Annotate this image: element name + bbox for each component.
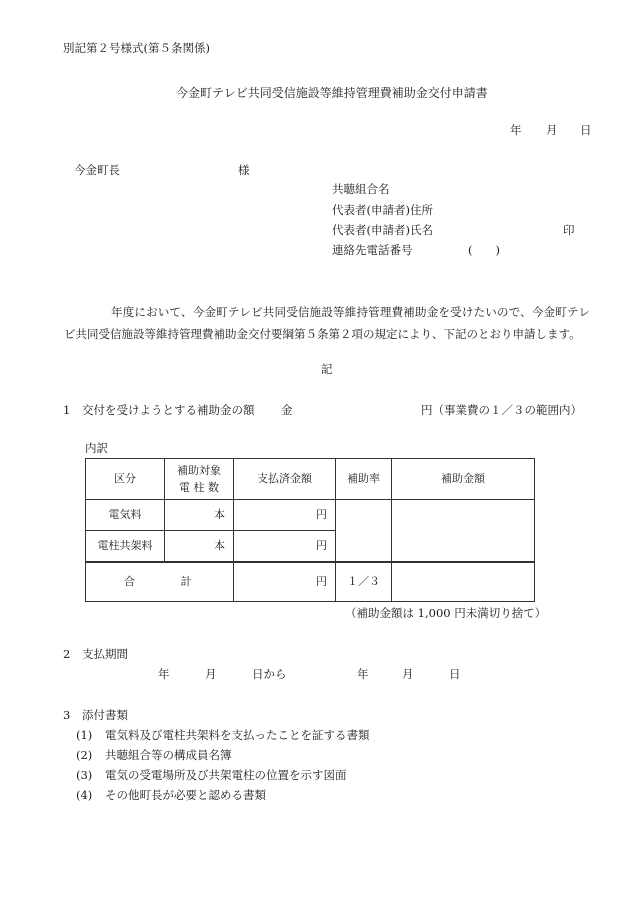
row-category: 電気料 xyxy=(86,500,165,531)
row-yen: 円 xyxy=(234,500,336,531)
header-poles-line2: 電 柱 数 xyxy=(179,481,219,494)
item2-label: 支払期間 xyxy=(82,647,128,661)
body-text: 年度において、今金町テレビ共同受信施設等維持管理費補助金を受けたいので、今金町テレビ共同受信施設等維持管理費補助金交付要綱第５条第２項の規定により、下記のとおり申請します。 xyxy=(64,305,590,341)
representative-name-label: 代表者(申請者)氏名 xyxy=(332,223,433,237)
header-rate: 補助率 xyxy=(336,459,392,500)
breakdown-table xyxy=(85,458,535,602)
period-end-day: 日 xyxy=(449,667,461,681)
header-amount: 補助金額 xyxy=(392,459,535,500)
doc-number: (4) xyxy=(76,788,93,802)
header-paid: 支払済金額 xyxy=(234,459,336,500)
total-label-2: 計 xyxy=(180,575,192,589)
doc-number: (1) xyxy=(76,728,93,742)
doc-text: 共聴組合等の構成員名簿 xyxy=(105,748,232,762)
breakdown-label: 内訳 xyxy=(85,441,108,455)
page-title: 今金町テレビ共同受信施設等維持管理費補助金交付申請書 xyxy=(176,86,488,100)
date-year: 年 xyxy=(510,123,522,137)
row-unit: 本 xyxy=(165,500,234,531)
item1-yen-note: 円（事業費の１／３の範囲内） xyxy=(421,403,582,417)
total-yen: 円 xyxy=(234,562,336,602)
group-name-label: 共聴組合名 xyxy=(332,182,390,196)
item2-number: 2 xyxy=(63,647,71,661)
doc-number: (3) xyxy=(76,768,93,782)
doc-text: 電気の受電場所及び共架電柱の位置を示す図面 xyxy=(105,768,347,782)
item1-label: 交付を受けようとする補助金の額 xyxy=(82,403,255,417)
table-row xyxy=(86,500,535,531)
seal-label: 印 xyxy=(563,223,575,237)
row-category: 電柱共架料 xyxy=(86,531,165,563)
period-end-month: 月 xyxy=(402,667,414,681)
representative-address-label: 代表者(申請者)住所 xyxy=(332,203,433,217)
period-start-month: 月 xyxy=(205,667,217,681)
item1-kin: 金 xyxy=(281,403,293,417)
row-yen: 円 xyxy=(234,531,336,563)
phone-label: 連絡先電話番号 xyxy=(332,243,413,257)
period-start-day: 日から xyxy=(252,667,287,681)
addressee-name: 今金町長 xyxy=(74,163,120,177)
amount-cell-empty xyxy=(392,500,535,563)
total-rate: １／３ xyxy=(336,562,392,602)
header-poles-line1: 補助対象 xyxy=(177,463,221,477)
period-end-year: 年 xyxy=(357,667,369,681)
form-label: 別記第２号様式(第５条関係) xyxy=(63,41,210,55)
date-day: 日 xyxy=(580,123,592,137)
addressee-honorific: 様 xyxy=(238,163,250,177)
rounding-note: （補助金額は 1,000 円未満切り捨て） xyxy=(345,606,547,620)
header-category: 区分 xyxy=(86,459,165,500)
row-unit: 本 xyxy=(165,531,234,563)
date-month: 月 xyxy=(546,123,558,137)
ki-label: 記 xyxy=(321,362,333,376)
table-total-row xyxy=(86,562,535,602)
total-amount-empty xyxy=(392,562,535,602)
phone-paren: ( ) xyxy=(468,243,500,257)
total-label xyxy=(86,562,234,602)
item3-label: 添付書類 xyxy=(82,708,128,722)
rate-cell-empty xyxy=(336,500,392,563)
total-label-1: 合 xyxy=(124,575,135,589)
doc-number: (2) xyxy=(76,748,93,762)
doc-text: 電気料及び電柱共架料を支払ったことを証する書類 xyxy=(105,728,370,742)
item3-number: 3 xyxy=(63,708,71,722)
header-poles xyxy=(165,459,234,500)
doc-text: その他町長が必要と認める書類 xyxy=(105,788,266,802)
period-start-year: 年 xyxy=(158,667,170,681)
item1-number: 1 xyxy=(63,403,71,417)
table-header-row xyxy=(86,459,535,500)
